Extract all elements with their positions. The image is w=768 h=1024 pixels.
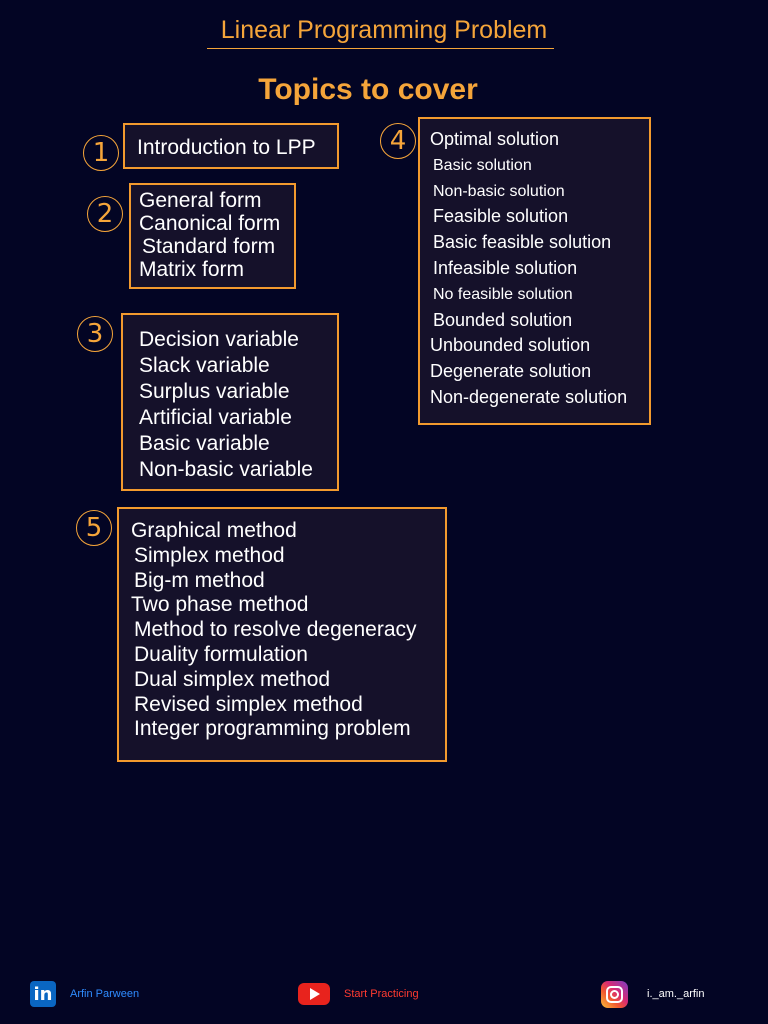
topics-heading: Topics to cover <box>258 73 478 106</box>
topic-item: Infeasible solution <box>433 257 578 278</box>
section-2-box <box>129 183 296 289</box>
linkedin-link[interactable] <box>30 980 139 1008</box>
youtube-label: Start Practicing <box>344 988 419 1000</box>
page-title: Linear Programming Problem <box>220 16 548 44</box>
section-2-number: 2 <box>87 196 123 232</box>
topic-item: Dual simplex method <box>134 667 331 691</box>
topic-item: Bounded solution <box>433 309 573 330</box>
section-4-box <box>418 117 651 425</box>
section-1-box <box>123 123 339 169</box>
instagram-link[interactable] <box>601 980 704 1008</box>
topic-item: Matrix form <box>139 258 244 281</box>
section-3-number: 3 <box>77 316 113 352</box>
topic-item: Artificial variable <box>139 406 292 429</box>
topic-item: General form <box>139 189 262 212</box>
topic-item: Basic variable <box>139 432 270 455</box>
topic-item: Standard form <box>142 235 276 258</box>
section-5-number: 5 <box>76 510 112 546</box>
topic-item: Basic feasible solution <box>433 232 612 253</box>
topic-item: No feasible solution <box>433 285 573 303</box>
topic-item: Graphical method <box>131 519 297 542</box>
topic-item: Non-degenerate solution <box>430 386 628 407</box>
topic-item: Method to resolve degeneracy <box>134 618 417 642</box>
instagram-icon <box>601 981 628 1008</box>
topic-item: Feasible solution <box>433 206 569 227</box>
topic-item: Surplus variable <box>139 380 290 403</box>
topic-item: Integer programming problem <box>134 717 411 741</box>
topic-item: Canonical form <box>139 212 281 235</box>
topic-item: Duality formulation <box>134 642 308 666</box>
youtube-icon <box>298 983 330 1005</box>
topic-item: Slack variable <box>139 354 270 377</box>
topic-item: Simplex method <box>134 543 285 567</box>
topic-item: Unbounded solution <box>430 335 591 356</box>
section-5-box <box>117 507 447 762</box>
topic-item: Decision variable <box>139 328 299 351</box>
linkedin-label: Arfin Parween <box>70 988 140 1000</box>
topic-item: Basic solution <box>433 156 532 174</box>
youtube-link[interactable] <box>298 980 419 1008</box>
section-4-number: 4 <box>380 123 416 159</box>
title-underline <box>207 48 554 49</box>
topic-item: Big-m method <box>134 568 265 592</box>
topic-item: Introduction to LPP <box>137 136 316 159</box>
topic-item: Non-basic solution <box>433 182 565 200</box>
topic-item: Two phase method <box>131 593 309 617</box>
linkedin-icon: in <box>30 981 56 1007</box>
section-3-box <box>121 313 339 491</box>
topic-item: Revised simplex method <box>134 692 363 716</box>
section-1-number: 1 <box>83 135 119 171</box>
topic-item: Non-basic variable <box>139 458 313 481</box>
topic-item: Degenerate solution <box>430 361 592 382</box>
topic-item: Optimal solution <box>430 129 560 149</box>
instagram-label: i._am._arfin <box>647 988 705 1000</box>
